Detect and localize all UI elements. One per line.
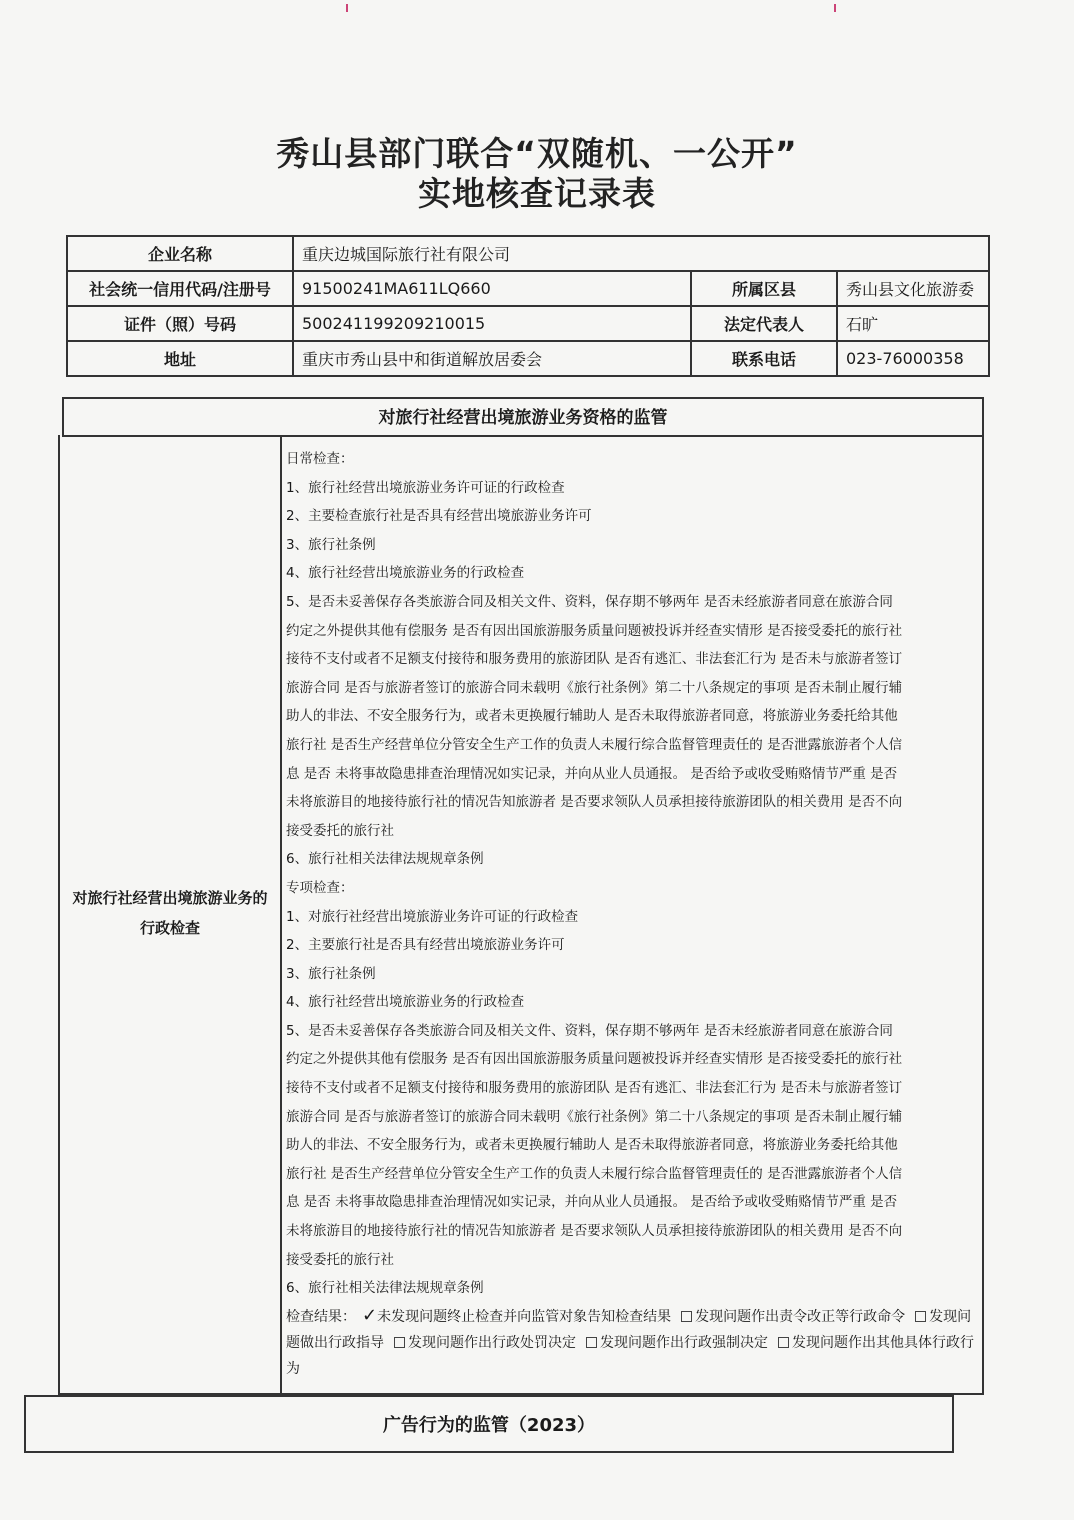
section-body [58, 435, 984, 1395]
enterprise-info-table [66, 235, 990, 377]
inspection-line: 接受委托的旅行社 [286, 1251, 394, 1268]
section-header: 对旅行社经营出境旅游业务资格的监管 [62, 397, 984, 437]
inspection-line: 约定之外提供其他有偿服务 是否有因出国旅游服务质量问题被投诉并经查实情形 是否接受委托的旅行社 [286, 1051, 903, 1068]
scan-mark [346, 4, 348, 12]
company-name-value: 重庆边城国际旅行社有限公司 [293, 236, 989, 271]
result-option-3: 发现问题做出行政指导 [286, 1308, 972, 1351]
inspection-line: 专项检查： [286, 879, 354, 896]
inspection-line: 2、主要旅行社是否具有经营出境旅游业务许可 [286, 937, 565, 954]
inspection-line: 6、旅行社相关法律法规规章条例 [286, 1280, 484, 1297]
inspection-item-label-line2: 行政检查 [139, 919, 200, 937]
table-row [67, 306, 989, 341]
inspection-item-label [60, 883, 280, 943]
certificate-label: 证件（照）号码 [67, 306, 293, 341]
inspection-line: 日常检查： [286, 451, 354, 467]
inspection-line: 息 是否 未将事故隐患排查治理情况如实记录，并向从业人员通报。 是否给予或收受贿赂情节严重 是否 [286, 765, 898, 782]
table-row [67, 271, 989, 306]
address-label: 地址 [67, 341, 293, 376]
document-title-line1: 秀山县部门联合“双随机、一公开” [276, 134, 798, 173]
inspection-line: 3、旅行社条例 [286, 965, 376, 982]
inspection-line: 旅游合同 是否与旅游者签订的旅游合同未载明《旅行社条例》第二十八条规定的事项 是否未制止履行辅 [286, 1108, 903, 1125]
credit-code-value: 91500241MA611LQ660 [293, 271, 691, 306]
result-label: 检查结果： [286, 1308, 356, 1325]
next-section-header: 广告行为的监管（2023） [24, 1395, 954, 1453]
result-option-5: 发现问题作出行政强制决定 [600, 1334, 768, 1351]
checkbox-icon[interactable] [394, 1337, 405, 1348]
inspection-line: 1、对旅行社经营出境旅游业务许可证的行政检查 [286, 908, 579, 925]
checkbox-icon[interactable] [586, 1337, 597, 1348]
phone-value: 023-76000358 [837, 341, 989, 376]
inspection-line: 4、旅行社经营出境旅游业务的行政检查 [286, 994, 525, 1011]
inspection-line: 2、主要检查旅行社是否具有经营出境旅游业务许可 [286, 508, 592, 525]
legal-rep-value: 石旷 [837, 306, 989, 341]
company-name-label: 企业名称 [67, 236, 293, 271]
result-option-2: 发现问题作出责令改正等行政命令 [695, 1308, 906, 1325]
result-option-6: 发现问题作出其他具体行政行为 [286, 1334, 974, 1377]
inspection-line: 接待不支付或者不足额支付接待和服务费用的旅游团队 是否有逃汇、非法套汇行为 是否未与旅游者签订 [286, 1080, 903, 1097]
table-row [67, 236, 989, 271]
inspection-line: 4、旅行社经营出境旅游业务的行政检查 [286, 565, 525, 582]
district-value: 秀山县文化旅游委 [837, 271, 989, 306]
result-option-1: 未发现问题终止检查并向监管对象告知检查结果 [377, 1308, 672, 1325]
checkbox-icon[interactable] [915, 1311, 926, 1322]
inspection-line: 未将旅游目的地接待旅行社的情况告知旅游者 是否要求领队人员承担接待旅游团队的相关费用 是否不向 [286, 794, 903, 811]
legal-rep-label: 法定代表人 [691, 306, 837, 341]
inspection-line: 1、旅行社经营出境旅游业务许可证的行政检查 [286, 479, 565, 496]
inspection-content [286, 445, 976, 1382]
checkbox-icon[interactable] [778, 1337, 789, 1348]
district-label: 所属区县 [691, 271, 837, 306]
inspection-line: 6、旅行社相关法律法规规章条例 [286, 851, 484, 868]
inspection-result [286, 1303, 976, 1382]
inspection-line: 接待不支付或者不足额支付接待和服务费用的旅游团队 是否有逃汇、非法套汇行为 是否未与旅游者签订 [286, 651, 903, 668]
document-title-line2: 实地核查记录表 [418, 174, 656, 213]
scan-mark [834, 4, 836, 12]
address-value: 重庆市秀山县中和街道解放居委会 [293, 341, 691, 376]
inspection-line: 旅行社 是否生产经营单位分管安全生产工作的负责人未履行综合监督管理责任的 是否泄露旅游者个人信 [286, 1165, 903, 1182]
checkbox-icon[interactable] [681, 1311, 692, 1322]
phone-label: 联系电话 [691, 341, 837, 376]
inspection-line: 旅游合同 是否与旅游者签订的旅游合同未载明《旅行社条例》第二十八条规定的事项 是否未制止履行辅 [286, 679, 903, 696]
inspection-line: 息 是否 未将事故隐患排查治理情况如实记录，并向从业人员通报。 是否给予或收受贿赂情节严重 是否 [286, 1194, 898, 1211]
inspection-line: 5、是否未妥善保存各类旅游合同及相关文件、资料，保存期不够两年 是否未经旅游者同意在旅游合同 [286, 593, 893, 610]
inspection-item-label-line1: 对旅行社经营出境旅游业务的 [72, 889, 268, 907]
inspection-line: 未将旅游目的地接待旅行社的情况告知旅游者 是否要求领队人员承担接待旅游团队的相关费用 是否不向 [286, 1223, 903, 1240]
credit-code-label: 社会统一信用代码/注册号 [67, 271, 293, 306]
result-option-4: 发现问题作出行政处罚决定 [408, 1334, 576, 1351]
inspection-line: 旅行社 是否生产经营单位分管安全生产工作的负责人未履行综合监督管理责任的 是否泄露旅游者个人信 [286, 736, 903, 753]
inspection-line: 助人的非法、不安全服务行为，或者未更换履行辅助人 是否未取得旅游者同意，将旅游业务委托给其他 [286, 708, 898, 725]
inspection-line: 5、是否未妥善保存各类旅游合同及相关文件、资料，保存期不够两年 是否未经旅游者同意在旅游合同 [286, 1022, 893, 1039]
inspection-line: 助人的非法、不安全服务行为，或者未更换履行辅助人 是否未取得旅游者同意，将旅游业务委托给其他 [286, 1137, 898, 1154]
certificate-value: 500241199209210015 [293, 306, 691, 341]
table-row [67, 341, 989, 376]
inspection-item-column [60, 435, 282, 1393]
checked-checkbox-icon[interactable]: ✓ [362, 1304, 378, 1326]
inspection-line: 约定之外提供其他有偿服务 是否有因出国旅游服务质量问题被投诉并经查实情形 是否接受委托的旅行社 [286, 622, 903, 639]
inspection-line: 接受委托的旅行社 [286, 822, 394, 839]
inspection-line: 3、旅行社条例 [286, 536, 376, 553]
